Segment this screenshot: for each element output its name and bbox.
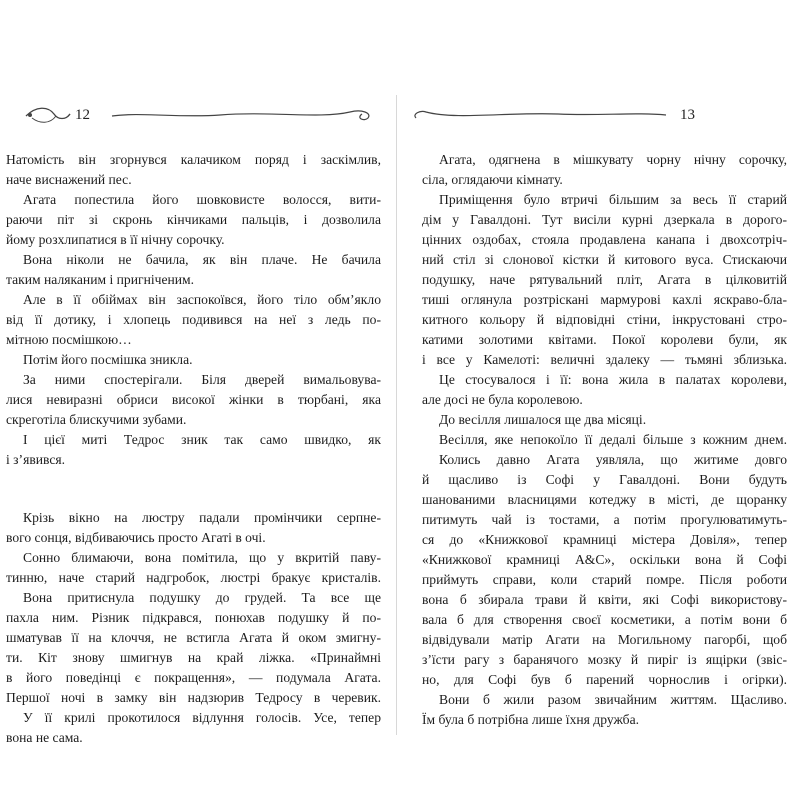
text-line: вона не сама. bbox=[6, 730, 83, 745]
text-line: але досі не була королевою. bbox=[422, 392, 583, 407]
text-line: в його поведінці є покращення», — подумала Агата. bbox=[6, 670, 381, 685]
text-line: шанованими власницями котеджу в місті, де щоранку bbox=[422, 492, 787, 507]
text-line: мітною посмішкою… bbox=[6, 332, 132, 347]
text-line: й щасливо із Софі у Гавалдоні. Вони будуть bbox=[422, 472, 787, 487]
text-line: сіла, оглядаючи кімнату. bbox=[422, 172, 563, 187]
text-line: Приміщення було втричі більшим за весь її старий bbox=[439, 192, 787, 207]
text-line: катими золотими квітами. Покої королеви були, як bbox=[422, 332, 787, 347]
text-line: До весілля лишалося ще два місяці. bbox=[439, 412, 647, 427]
right-page-text bbox=[422, 150, 787, 730]
text-line: Колись давно Агата уявляла, що житиме довго bbox=[439, 452, 787, 467]
text-line: і з’явився. bbox=[6, 452, 66, 467]
text-line: подушку, наче рятувальний пліт, Агата в цілковитій bbox=[422, 272, 787, 287]
text-line: шматував її на клоччя, не встигла Агата й оком змигну- bbox=[6, 630, 381, 645]
text-line: но, для Софі був б парений чорнослив і огірки). bbox=[422, 672, 787, 687]
text-line: лися невиразні обриси високої жінки в тюрбані, яка bbox=[6, 392, 381, 407]
text-line: «Книжкової крамниці А&С», оскільки вона й Софі bbox=[422, 552, 787, 567]
page-number: 13 bbox=[680, 107, 695, 123]
text-line: Агата попестила його шовковисте волосся, вити- bbox=[23, 192, 381, 207]
text-line: Їм була б потрібна лише їхня дружба. bbox=[422, 712, 640, 727]
text-line: У її крилі прокотилося відлуння голосів. Усе, тепер bbox=[23, 710, 381, 725]
text-line: Вона притиснула подушку до грудей. Та все ще bbox=[23, 590, 381, 605]
text-line: скреготіла блискучими зубами. bbox=[6, 412, 187, 427]
right-page bbox=[398, 95, 800, 735]
text-line: Вони б жили разом звичайним життям. Щасливо. bbox=[439, 692, 787, 707]
text-line: китного кольору й відповідні стіни, інкрустовані стро- bbox=[422, 312, 787, 327]
left-page bbox=[0, 95, 397, 745]
text-line: Натомість він згорнувся калачиком поряд і заскімлив, bbox=[6, 152, 381, 167]
text-line: від її дотику, і хлопець подивився на неї з ледь по- bbox=[6, 312, 381, 327]
text-line: Це стосувалося і її: вона жила в палатах королеви, bbox=[439, 372, 787, 387]
left-page-header bbox=[0, 95, 396, 135]
text-line: і все у Камелоті: величні здалеку — тьмяні зблизька. bbox=[422, 352, 787, 367]
text-line: Сонно блимаючи, вона помітила, що у вкритій паву- bbox=[23, 550, 381, 565]
text-line: Агата, одягнена в мішкувату чорну нічну сорочку, bbox=[439, 152, 787, 167]
text-line: вона б збирала трави й квіти, які Софі використову- bbox=[422, 592, 787, 607]
text-line: тинню, наче старий надгробок, люстрі бракує кристалів. bbox=[6, 570, 381, 585]
text-line: ний стіл зі слонової кістки й китового вуса. Стискаючи bbox=[422, 252, 787, 267]
text-line: Весілля, яке непокоїло її дедалі більше з кожним днем. bbox=[439, 432, 787, 447]
text-line: ти. Кіт знову шмигнув на край ліжка. «Принаймні bbox=[6, 650, 381, 665]
flourish-line-icon bbox=[110, 100, 390, 130]
flourish-ornament-icon bbox=[708, 100, 800, 130]
text-line: йому розхлипатися в її нічну сорочку. bbox=[6, 232, 225, 247]
text-line: наче виснажений пес. bbox=[6, 172, 132, 187]
text-line: цінних оздобах, стояла продавлена канапа і двохсотріч- bbox=[422, 232, 787, 247]
text-line: вого сонця, відбиваючись просто Агаті в очі. bbox=[6, 530, 266, 545]
right-page-header bbox=[398, 95, 800, 135]
text-line: питимуть чай із тостами, а потім прогулюватимуть- bbox=[422, 512, 787, 527]
text-line: Потім його посмішка зникла. bbox=[23, 352, 193, 367]
text-line: пахла ним. Різник підкрався, понюхав подушку й по- bbox=[6, 610, 381, 625]
flourish-line-icon bbox=[398, 100, 668, 130]
text-line: Першої ночі в замку він надзюрив Тедросу в черевик. bbox=[6, 690, 381, 705]
left-page-text bbox=[6, 150, 381, 748]
text-line: з’їсти рагу з баранячого мозку й пиріг із ящірки (звіс- bbox=[422, 652, 787, 667]
text-line: дім у Гавалдоні. Тут висіли курні дзеркала в дорого- bbox=[422, 212, 787, 227]
text-line: За ними спостерігали. Біля дверей вимальовува- bbox=[23, 372, 381, 387]
text-line: Крізь вікно на люстру падали промінчики серпне- bbox=[23, 510, 381, 525]
text-line: вала б для створення своєї косметики, а потім вони б bbox=[422, 612, 787, 627]
text-line: приймуть справи, коли старий помре. Після роботи bbox=[422, 572, 787, 587]
section-break bbox=[6, 470, 381, 508]
text-line: І цієї миті Тедрос зник так само швидко, як bbox=[23, 432, 381, 447]
text-line: Вона ніколи не бачила, як він плаче. Не бачила bbox=[23, 252, 381, 267]
text-line: таким наляканим і пригніченим. bbox=[6, 272, 195, 287]
text-line: тиші оглянула розтріскані мармурові кахлі яскраво-бла- bbox=[422, 292, 787, 307]
text-line: Але в її обіймах він заспокоївся, його тіло обм’якло bbox=[23, 292, 381, 307]
page-number: 12 bbox=[75, 107, 90, 123]
text-line: відвідували матір Агати на Могильному пагорбі, щоб bbox=[422, 632, 787, 647]
text-line: ся до «Книжкової крамниці містера Довіля», тепер bbox=[422, 532, 787, 547]
text-line: раючи піт зі скронь кінчиками пальців, і дозволила bbox=[6, 212, 381, 227]
